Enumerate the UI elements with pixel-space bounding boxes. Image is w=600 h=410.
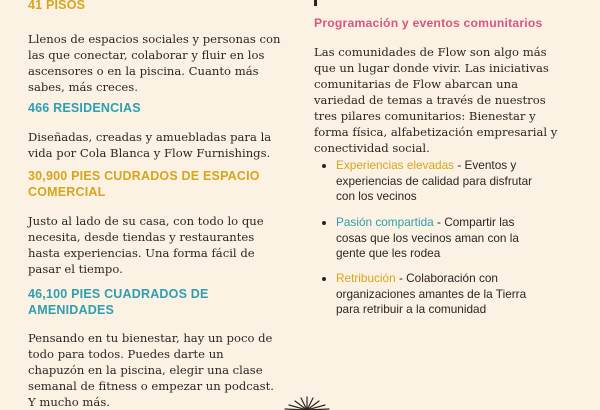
section-text-commercial: Justo al lado de su casa, con todo lo que necesita, desde tiendas y restaurantes hasta experiencias. Una forma fácil de pasar el tiempo.	[28, 214, 264, 276]
bullet-term: Retribución	[336, 271, 396, 285]
section-text-amenities: Pensando en tu bienestar, hay un poco de todo para todos. Puedes darte un chapuzón en la piscina, elegir una clase semanal de fitness o empezar un podcast. Y mucho más.	[28, 331, 274, 409]
bullet-term: Experiencias elevadas	[336, 158, 455, 172]
community-heading: Programación y eventos comunitarios	[314, 16, 543, 30]
section-text-residences: Diseñadas, creadas y amuebladas para la vida por Cola Blanca y Flow Furnishings.	[28, 130, 272, 160]
sunburst-ornament-icon	[280, 394, 334, 410]
community-intro: Las comunidades de Flow son algo más que un lugar donde vivir. Las iniciativas comunitarias de Flow abarcan una variedad de temas a través de nuestros tres pilares comunitarios: Bienestar y forma física, alfabetización empresarial y conectividad social.	[314, 45, 558, 155]
section-heading-floors: 41 PISOS	[28, 0, 86, 12]
bullet-icon	[322, 277, 326, 281]
bullet-icon	[322, 164, 326, 168]
bullet-icon	[322, 221, 326, 225]
divider-mark	[314, 0, 317, 6]
bullet-term: Pasión compartida	[336, 215, 434, 229]
section-heading-residences: 466 RESIDENCIAS	[28, 101, 141, 115]
section-heading-amenities: 46,100 PIES CUADRADOS DE AMENIDADES	[28, 287, 209, 317]
section-heading-commercial: 30,900 PIES CUDRADOS DE ESPACIO COMERCIAL	[28, 169, 260, 199]
section-text-floors: Llenos de espacios sociales y personas con las que conectar, colaborar y fluir en los ascensores o en la piscina. Cuanto más sabes, más creces.	[28, 32, 281, 94]
